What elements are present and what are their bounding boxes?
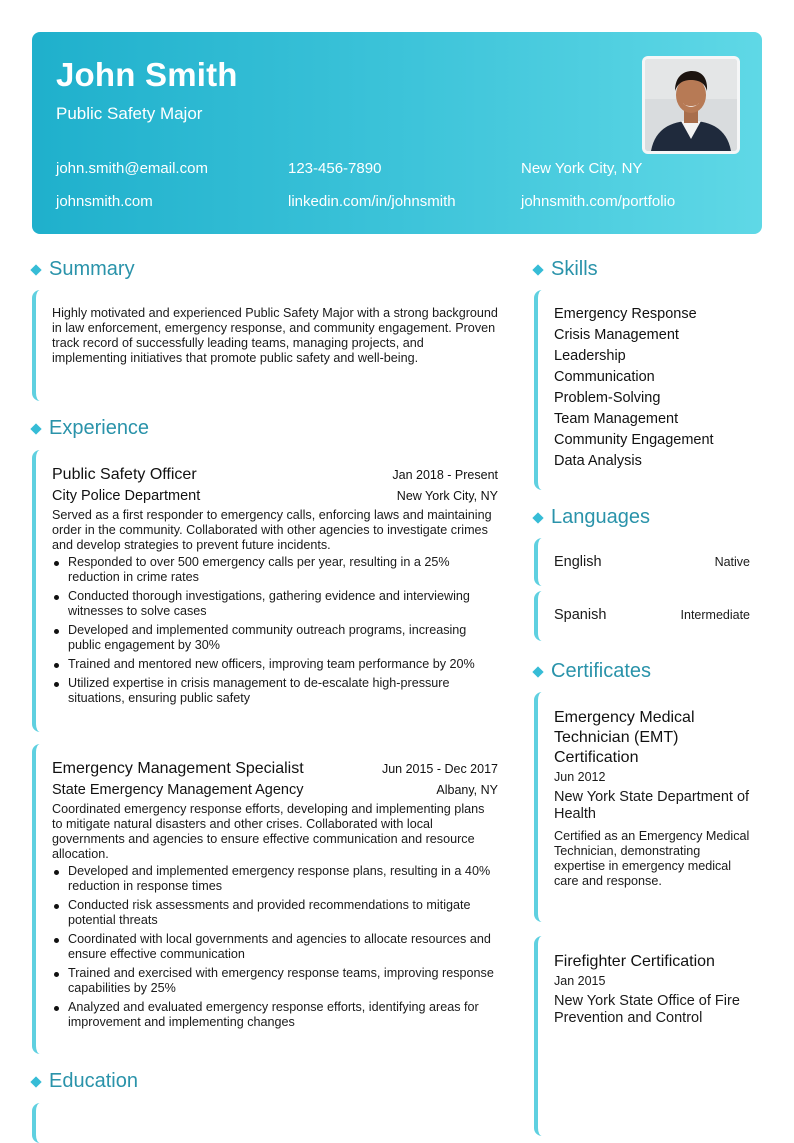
experience-entry <box>32 744 498 1054</box>
contact-linkedin[interactable]: linkedin.com/in/johnsmith <box>288 193 456 210</box>
section-title-languages <box>531 506 650 529</box>
job-dates: Jun 2015 - Dec 2017 <box>381 762 498 776</box>
job-description: Served as a first responder to emergency calls, enforcing laws and maintaining order in the community. Collaborated with other agencies to investigate crimes and develop strategies to prevent future incidents. <box>52 508 492 552</box>
candidate-name: John Smith <box>56 56 238 93</box>
section-title-education <box>29 1070 138 1093</box>
experience-entry <box>32 450 498 732</box>
experience-company-row <box>52 488 498 504</box>
achievement-list <box>52 864 498 1030</box>
diamond-bullet-icon <box>30 264 41 275</box>
section-title-summary <box>29 258 135 281</box>
achievement-item: Analyzed and evaluated emergency response efforts, identifying areas for improvement and implementing changes <box>52 1000 498 1030</box>
achievement-item: Trained and exercised with emergency response teams, improving response capabilities by 25% <box>52 966 498 996</box>
section-title-skills <box>531 258 598 281</box>
diamond-bullet-icon <box>532 666 543 677</box>
skill-item: Leadership <box>554 348 626 364</box>
skill-item: Problem-Solving <box>554 390 661 406</box>
section-title-certificates-label: Certificates <box>551 660 652 682</box>
contact-location: New York City, NY <box>521 160 643 177</box>
skill-item: Data Analysis <box>554 453 642 469</box>
certificate-issuer: New York State Office of Fire Prevention and Control <box>554 993 740 1026</box>
certificate-entry <box>534 936 750 1136</box>
candidate-title: Public Safety Major <box>56 104 203 123</box>
contact-email[interactable]: john.smith@email.com <box>56 160 208 177</box>
section-title-summary-label: Summary <box>49 258 135 280</box>
achievement-item: Trained and mentored new officers, improving team performance by 20% <box>52 657 498 672</box>
diamond-bullet-icon <box>30 423 41 434</box>
summary-block <box>32 290 498 401</box>
company-location: Albany, NY <box>436 783 498 797</box>
diamond-bullet-icon <box>532 512 543 523</box>
experience-header-row <box>52 760 498 778</box>
certificate-description: Certified as an Emergency Medical Technician, demonstrating expertise in emergency medical care and response. <box>554 829 750 888</box>
language-level: Intermediate <box>680 608 750 622</box>
certificate-name: Firefighter Certification <box>554 953 715 970</box>
language-entry <box>534 591 750 641</box>
company-location: New York City, NY <box>396 489 498 503</box>
company-name: City Police Department <box>52 488 201 504</box>
certificate-issuer: New York State Department of Health <box>554 789 750 822</box>
education-block <box>32 1103 498 1143</box>
language-level: Native <box>714 555 750 569</box>
certificate-name: Emergency Medical Technician (EMT) Certification <box>554 709 695 766</box>
language-entry <box>534 538 750 586</box>
certificate-date: Jun 2012 <box>554 770 606 784</box>
profile-photo <box>642 56 740 154</box>
contact-phone[interactable]: 123-456-7890 <box>288 160 382 177</box>
skill-item: Communication <box>554 369 655 385</box>
profile-avatar-icon <box>645 59 737 151</box>
experience-header-row <box>52 466 498 484</box>
job-title: Emergency Management Specialist <box>52 760 304 777</box>
resume-header <box>32 32 762 234</box>
section-title-experience-label: Experience <box>49 417 150 439</box>
experience-company-row <box>52 782 498 798</box>
achievement-item: Developed and implemented emergency response plans, resulting in a 40% reduction in response times <box>52 864 498 894</box>
section-title-certificates <box>531 660 651 683</box>
contact-website[interactable]: johnsmith.com <box>56 193 153 210</box>
skill-item: Community Engagement <box>554 432 714 448</box>
job-dates: Jan 2018 - Present <box>392 468 498 482</box>
company-name: State Emergency Management Agency <box>52 782 304 798</box>
skills-block <box>534 290 750 490</box>
certificate-date: Jan 2015 <box>554 974 606 988</box>
achievement-item: Conducted thorough investigations, gathering evidence and interviewing witnesses to solve cases <box>52 589 498 619</box>
skill-item: Emergency Response <box>554 306 697 322</box>
achievement-list <box>52 555 498 706</box>
skill-item: Crisis Management <box>554 327 679 343</box>
achievement-item: Utilized expertise in crisis management to de-escalate high-pressure situations, ensuring public safety <box>52 676 498 706</box>
section-title-languages-label: Languages <box>551 506 650 528</box>
section-title-education-label: Education <box>49 1070 138 1092</box>
job-title: Public Safety Officer <box>52 466 197 483</box>
section-title-skills-label: Skills <box>551 258 598 280</box>
language-name: English <box>554 554 602 570</box>
achievement-item: Developed and implemented community outreach programs, increasing public engagement by 30% <box>52 623 498 653</box>
diamond-bullet-icon <box>532 264 543 275</box>
achievement-item: Conducted risk assessments and provided recommendations to mitigate potential threats <box>52 898 498 928</box>
achievement-item: Coordinated with local governments and agencies to allocate resources and ensure effective communication <box>52 932 498 962</box>
summary-text: Highly motivated and experienced Public Safety Major with a strong background in law enforcement, emergency response, and community engagement. Proven track record of successfully leading teams, managing projects, and implementing initiatives that promote public safety and well-being. <box>52 306 498 365</box>
section-title-experience <box>29 417 149 440</box>
diamond-bullet-icon <box>30 1076 41 1087</box>
job-description: Coordinated emergency response efforts, developing and implementing plans to mitigate natural disasters and other crises. Collaborated with local governments and agencies to ensure effective communication and resource allocation. <box>52 802 485 861</box>
skill-item: Team Management <box>554 411 679 427</box>
contact-portfolio[interactable]: johnsmith.com/portfolio <box>521 193 676 210</box>
achievement-item: Responded to over 500 emergency calls per year, resulting in a 25% reduction in crime rates <box>52 555 498 585</box>
certificate-entry <box>534 692 750 922</box>
language-name: Spanish <box>554 607 607 623</box>
